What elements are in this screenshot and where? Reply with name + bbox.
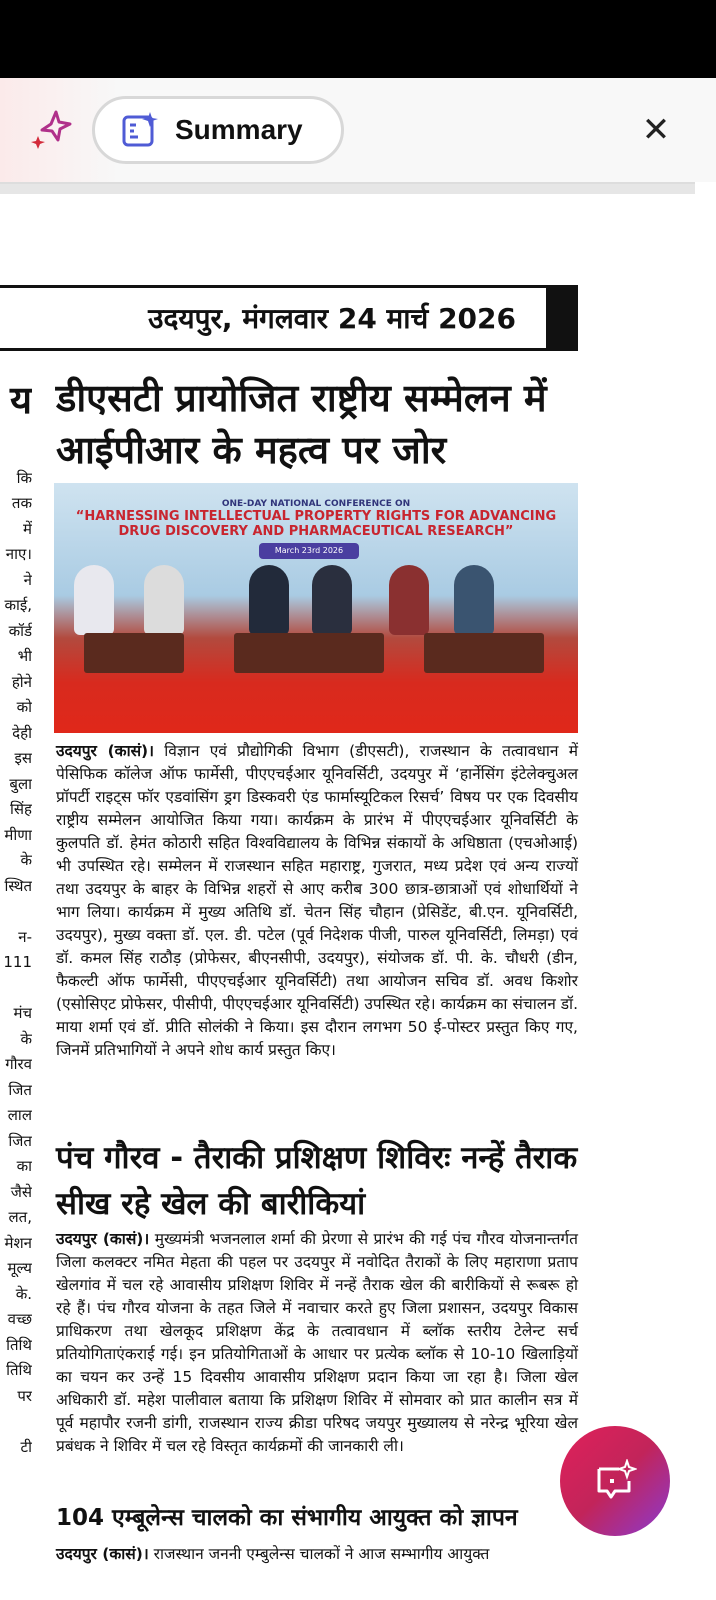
left-column-fragment	[0, 440, 32, 466]
left-column-fragment: होने	[11, 672, 32, 691]
left-column-fragment: स्थित	[4, 876, 32, 895]
article3-dateline: उदयपुर (कासं)।	[56, 1545, 149, 1563]
left-column-fragment: जित	[8, 1131, 32, 1150]
article3-body	[56, 1543, 578, 1566]
left-column-fragment	[0, 1409, 32, 1435]
newspaper-dateline	[0, 285, 578, 351]
left-column-fragment: ने	[23, 570, 32, 589]
photo-banner-title: “HARNESSING INTELLECTUAL PROPERTY RIGHTS FOR ADVANCING DRUG DISCOVERY AND PHARMACEUTICAL RESEARCH”	[75, 509, 557, 539]
left-column-fragment: को	[16, 698, 32, 716]
summary-button[interactable]	[92, 96, 344, 164]
left-column-fragment: सिंह	[10, 800, 32, 818]
article2-dateline: उदयपुर (कासं)।	[56, 1230, 150, 1248]
left-column-fragment: मेशन	[4, 1233, 32, 1252]
article1-body	[56, 740, 578, 1062]
left-column-fragment: पर	[17, 1386, 32, 1405]
article1-text: विज्ञान एवं प्रौद्योगिकी विभाग (डीएसटी), राजस्थान के तत्वावधान में पेसिफिक कॉलेज ऑफ फार्मेसी, पीएएचईआर यूनिवर्सिटी, उदयपुर में ‘हार्नेसिंग इंटेलेक्चुअल प्रॉपर्टी राइट्स फॉर एडवांसिंग ड्रग डिस्कवरी एंड फार्मास्यूटिकल रिसर्च’ विषय पर एक दिवसीय राष्ट्रीय सम्मेलन आयोजित किया गया। कार्यक्रम के प्रारंभ में पीएएचईआर यूनिवर्सिटी के कुलपति डॉ. हेमंत कोठारी सहित विश्वविद्यालय के विभिन्न संकायों के अधिष्ठाता (एचओआई) भी उपस्थित रहे। सम्मेलन में राजस्थान सहित महाराष्ट्र, गुजरात, मध्य प्रदेश एवं अन्य राज्यों तथा उदयपुर के बाहर के विभिन्न शहरों से आए करीब 300 छात्र-छात्राओं एवं शोधार्थियों ने भाग लिया। कार्यक्रम में मुख्य अतिथि डॉ. चेतन सिंह चौहान (प्रेसिडेंट, बी.एन. यूनिवर्सिटी, उदयपुर), मुख्य वक्ता डॉ. एल. डी. पटेल (पूर्व निदेशक पीजी, पारुल यूनिवर्सिटी, लिमड़ा) एवं डॉ. कमल सिंह राठौड़ (प्रोफेसर, बीएनसीपी, उदयपुर), संयोजक डॉ. पी. के. चौधरी (डीन, फैकल्टी ऑफ फार्मेसी, पीएएचईआर यूनिवर्सिटी) तथा आयोजन सचिव डॉ. अवध किशोर (एसोसिएट प्रोफेसर, पीसीपी, पीएएचईआर यूनिवर्सिटी) उपस्थित रहे। कार्यक्रम का संचालन डॉ. माया शर्मा एवं डॉ. प्रीति सोलंकी ने किया। इस दौरान लगभग 50 ई-पोस्टर प्रस्तुत किए गए, जिनमें प्रतिभागियों ने अपने शोध कार्य प्रस्तुत किए।	[56, 742, 578, 1059]
person	[249, 565, 289, 635]
left-column-fragment: के	[20, 1029, 32, 1048]
left-column-fragment: नाए।	[5, 545, 32, 563]
person	[144, 565, 184, 635]
summary-label: Summary	[175, 114, 303, 145]
left-column-fragment: तक	[11, 494, 32, 512]
left-column-fragment: जैसे	[10, 1182, 32, 1201]
left-column-fragment: के.	[15, 1284, 32, 1303]
left-column-fragment: के	[20, 851, 32, 869]
left-column-fragment: मंच	[13, 1004, 32, 1022]
left-column-fragment: भी	[17, 647, 32, 665]
person	[454, 565, 494, 635]
ai-sparkle-icon[interactable]	[28, 108, 74, 154]
conference-photo	[54, 483, 578, 733]
left-column-fragment: बुला	[9, 774, 32, 793]
table	[424, 633, 544, 673]
article3-headline: 104 एम्बूलेन्स चालको का संभागीय आयुक्त को ज्ञापन	[56, 1505, 518, 1531]
article3-text: राजस्थान जननी एम्बुलेन्स चालकों ने आज सम्भागीय आयुक्त	[153, 1545, 490, 1563]
table	[84, 633, 184, 673]
table	[234, 633, 384, 673]
photo-banner-top: ONE-DAY NATIONAL CONFERENCE ON	[221, 499, 411, 509]
left-column-fragment: का	[16, 1157, 32, 1175]
left-column-fragment: जित	[8, 1080, 32, 1099]
left-column-fragment: य	[9, 378, 32, 422]
person	[389, 565, 429, 635]
article2-headline: पंच गौरव - तैराकी प्रशिक्षण शिविरः नन्हें तैराक सीख रहे खेल की बारीकियां	[56, 1140, 578, 1222]
toolbar-divider	[0, 182, 695, 194]
left-column-fragment: काई,	[4, 596, 32, 614]
left-column-fragment: 111	[3, 953, 32, 971]
left-column-fragment: तिथि	[6, 1361, 32, 1379]
chat-sparkle-icon	[593, 1459, 637, 1503]
article2-body	[56, 1228, 578, 1458]
article2-text: मुख्यमंत्री भजनलाल शर्मा की प्रेरणा से प्रारंभ की गई पंच गौरव योजनान्तर्गत जिला कलक्टर नमित मेहता की पहल पर उदयपुर में नवोदित तैराकों के लिए महाराणा प्रताप खेलगांव में चल रहे आवासीय प्रशिक्षण शिविर में नन्हें तैराक खेल की बारीकियों से रूबरू हो रहे हैं। पंच गौरव योजना के तहत जिले में नवाचार करते हुए जिला प्रशासन, उदयपुर विकास प्राधिकरण तथा खेलकूद प्रशिक्षण केंद्र के तत्वावधान में ब्लॉक स्तरीय टेलेन्ट सर्च प्रतियोगिताएंकराई गई। इन प्रतियोगिताओं के आधार पर प्रत्येक ब्लॉक से 10-10 खिलाड़ियों का चयन कर उन्हें 15 दिवसीय आवासीय प्रशिक्षण प्रदान किया जा रहा है। जिला खेल अधिकारी डॉ. महेश पालीवाल बताया कि प्रशिक्षण शिविर में सोमवार को प्रात कालीन सत्र में पूर्व महापौर रजनी डांगी, राजस्थान राज्य क्रीडा परिषद जयपुर मुख्यालय से नरेन्द्र भूरिया खेल प्रबंधक ने शिविर में चल रहे विस्तृत कार्यक्रमों की जानकारी ली।	[56, 1230, 578, 1455]
left-column-fragment: मूल्य	[7, 1259, 32, 1277]
article1-headline: डीएसटी प्रायोजित राष्ट्रीय सम्मेलन में आईपीआर के महत्व पर जोर	[56, 376, 547, 472]
left-column-fragment: टी	[20, 1437, 32, 1456]
ai-chat-button[interactable]	[560, 1426, 670, 1536]
left-column-fragment: मीणा	[4, 825, 32, 844]
person	[312, 565, 352, 635]
left-column-fragment	[0, 976, 32, 1002]
status-bar	[0, 0, 716, 78]
left-column-fragment: न-	[18, 927, 32, 946]
left-column-fragment: कॉर्ड	[8, 621, 32, 640]
left-column-fragment: लत,	[8, 1208, 32, 1226]
summary-icon	[121, 111, 159, 149]
left-column-fragment: देही	[12, 723, 32, 742]
photo-banner-date: March 23rd 2026	[259, 543, 359, 559]
left-column-fragment	[0, 899, 32, 925]
article1-dateline: उदयपुर (कासं)।	[56, 742, 155, 760]
left-column-fragments	[0, 360, 32, 1460]
left-column-fragment: इस	[14, 749, 32, 767]
person	[74, 565, 114, 635]
close-button[interactable]: ✕	[641, 110, 671, 150]
left-column-fragment: लाल	[7, 1106, 32, 1124]
dateline-text: उदयपुर, मंगलवार 24 मार्च 2026	[148, 302, 516, 335]
left-column-fragment: कि	[16, 468, 32, 487]
left-column-fragment: में	[23, 519, 32, 538]
left-column-fragment: वच्छ	[7, 1310, 32, 1328]
left-column-fragment: गौरव	[5, 1055, 32, 1073]
left-column-fragment: तिथि	[6, 1335, 32, 1354]
